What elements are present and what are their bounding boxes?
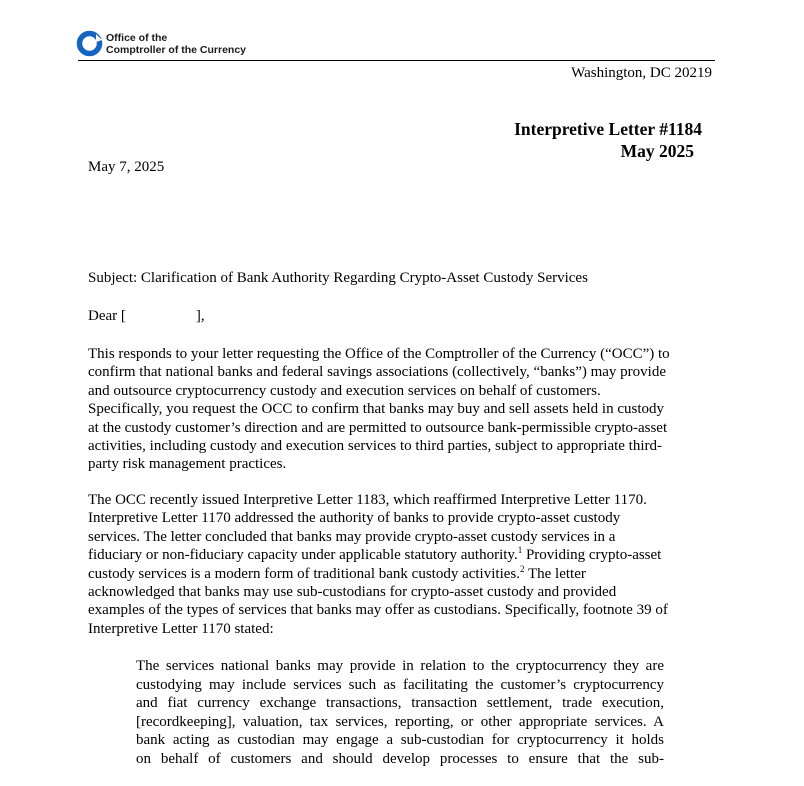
footnote-ref-2[interactable]: 2: [519, 563, 525, 574]
paragraph-line: examples of the types of services that banks may offer as custodians. Specifically, footnote 39 of: [88, 602, 668, 619]
letter-month: May 2025: [620, 141, 694, 161]
paragraph-line: and outsource cryptocurrency custody and execution services on behalf of customers.: [88, 382, 601, 399]
quote-line: [recordkeeping], valuation, tax services, reporting, or other appropriate services. A: [136, 713, 664, 730]
salutation-close: ],: [195, 308, 205, 324]
paragraph-line: Interpretive Letter 1170 addressed the authority of banks to provide crypto-asset custody: [88, 510, 621, 527]
paragraph-line: Interpretive Letter 1170 stated:: [88, 620, 274, 637]
org-name-line2: Comptroller of the Currency: [106, 43, 247, 56]
paragraph-line: at the custody customer’s direction and are permitted to outsource bank-permissible crypto-asset: [88, 419, 668, 436]
paragraph-line: [88, 565, 668, 583]
office-address: Washington, DC 20219: [571, 65, 712, 81]
paragraph-line: This responds to your letter requesting the Office of the Comptroller of the Currency (“OCC”) to: [88, 346, 670, 362]
block-quote: [136, 657, 664, 768]
paragraph-line: services. The letter concluded that banks may provide crypto-asset custody services in a: [88, 528, 616, 545]
quote-line: custodying may include services such as facilitating the customer’s cryptocurrency: [136, 676, 664, 693]
org-name-line1: Office of the: [106, 32, 168, 44]
letter-date: May 7, 2025: [88, 159, 165, 175]
letter-identifier: [480, 118, 702, 162]
paragraph-line: [88, 546, 668, 564]
salutation: [88, 308, 205, 325]
org-name: [106, 33, 246, 56]
paragraph-line: Specifically, you request the OCC to confirm that banks may buy and sell assets held in custody: [88, 401, 664, 418]
quote-line: The services national banks may provide in relation to the cryptocurrency they are: [136, 658, 664, 674]
quote-line: on behalf of customers and should develop processes to ensure that the sub-: [136, 750, 664, 767]
paragraph-2: [88, 491, 668, 638]
salutation-open: Dear [: [88, 308, 126, 324]
paragraph-line: activities, including custody and execution services to third parties, subject to appropriate third-: [88, 438, 663, 455]
occ-seal-icon: [76, 30, 103, 57]
letter-title: Interpretive Letter #1184: [514, 119, 702, 139]
line-text: custody services is a modern form of traditional bank custody activities.: [88, 565, 520, 582]
line-text: fiduciary or non-fiduciary capacity under applicable statutory authority.: [88, 547, 518, 564]
quote-line: bank acting as custodian may engage a sub-custodian for cryptocurrency it holds: [136, 732, 664, 748]
header-rule: [78, 60, 715, 61]
footnote-ref-1[interactable]: 1: [517, 545, 523, 556]
paragraph-line: The OCC recently issued Interpretive Letter 1183, which reaffirmed Interpretive Letter 1170.: [88, 492, 647, 508]
paragraph-line: acknowledged that banks may use sub-custodians for crypto-asset custody and provided: [88, 584, 617, 601]
paragraph-line: confirm that national banks and federal savings associations (collectively, “banks”) may provide: [88, 364, 667, 381]
line-text: Providing crypto-asset: [522, 547, 662, 564]
quote-line: and fiat currency exchange transactions, transaction settlement, trade execution,: [136, 695, 664, 711]
line-text: The letter: [524, 565, 586, 582]
letter-subject: Subject: Clarification of Bank Authority Regarding Crypto-Asset Custody Services: [88, 270, 588, 286]
paragraph-1: [88, 345, 670, 474]
paragraph-line: party risk management practices.: [88, 456, 287, 473]
